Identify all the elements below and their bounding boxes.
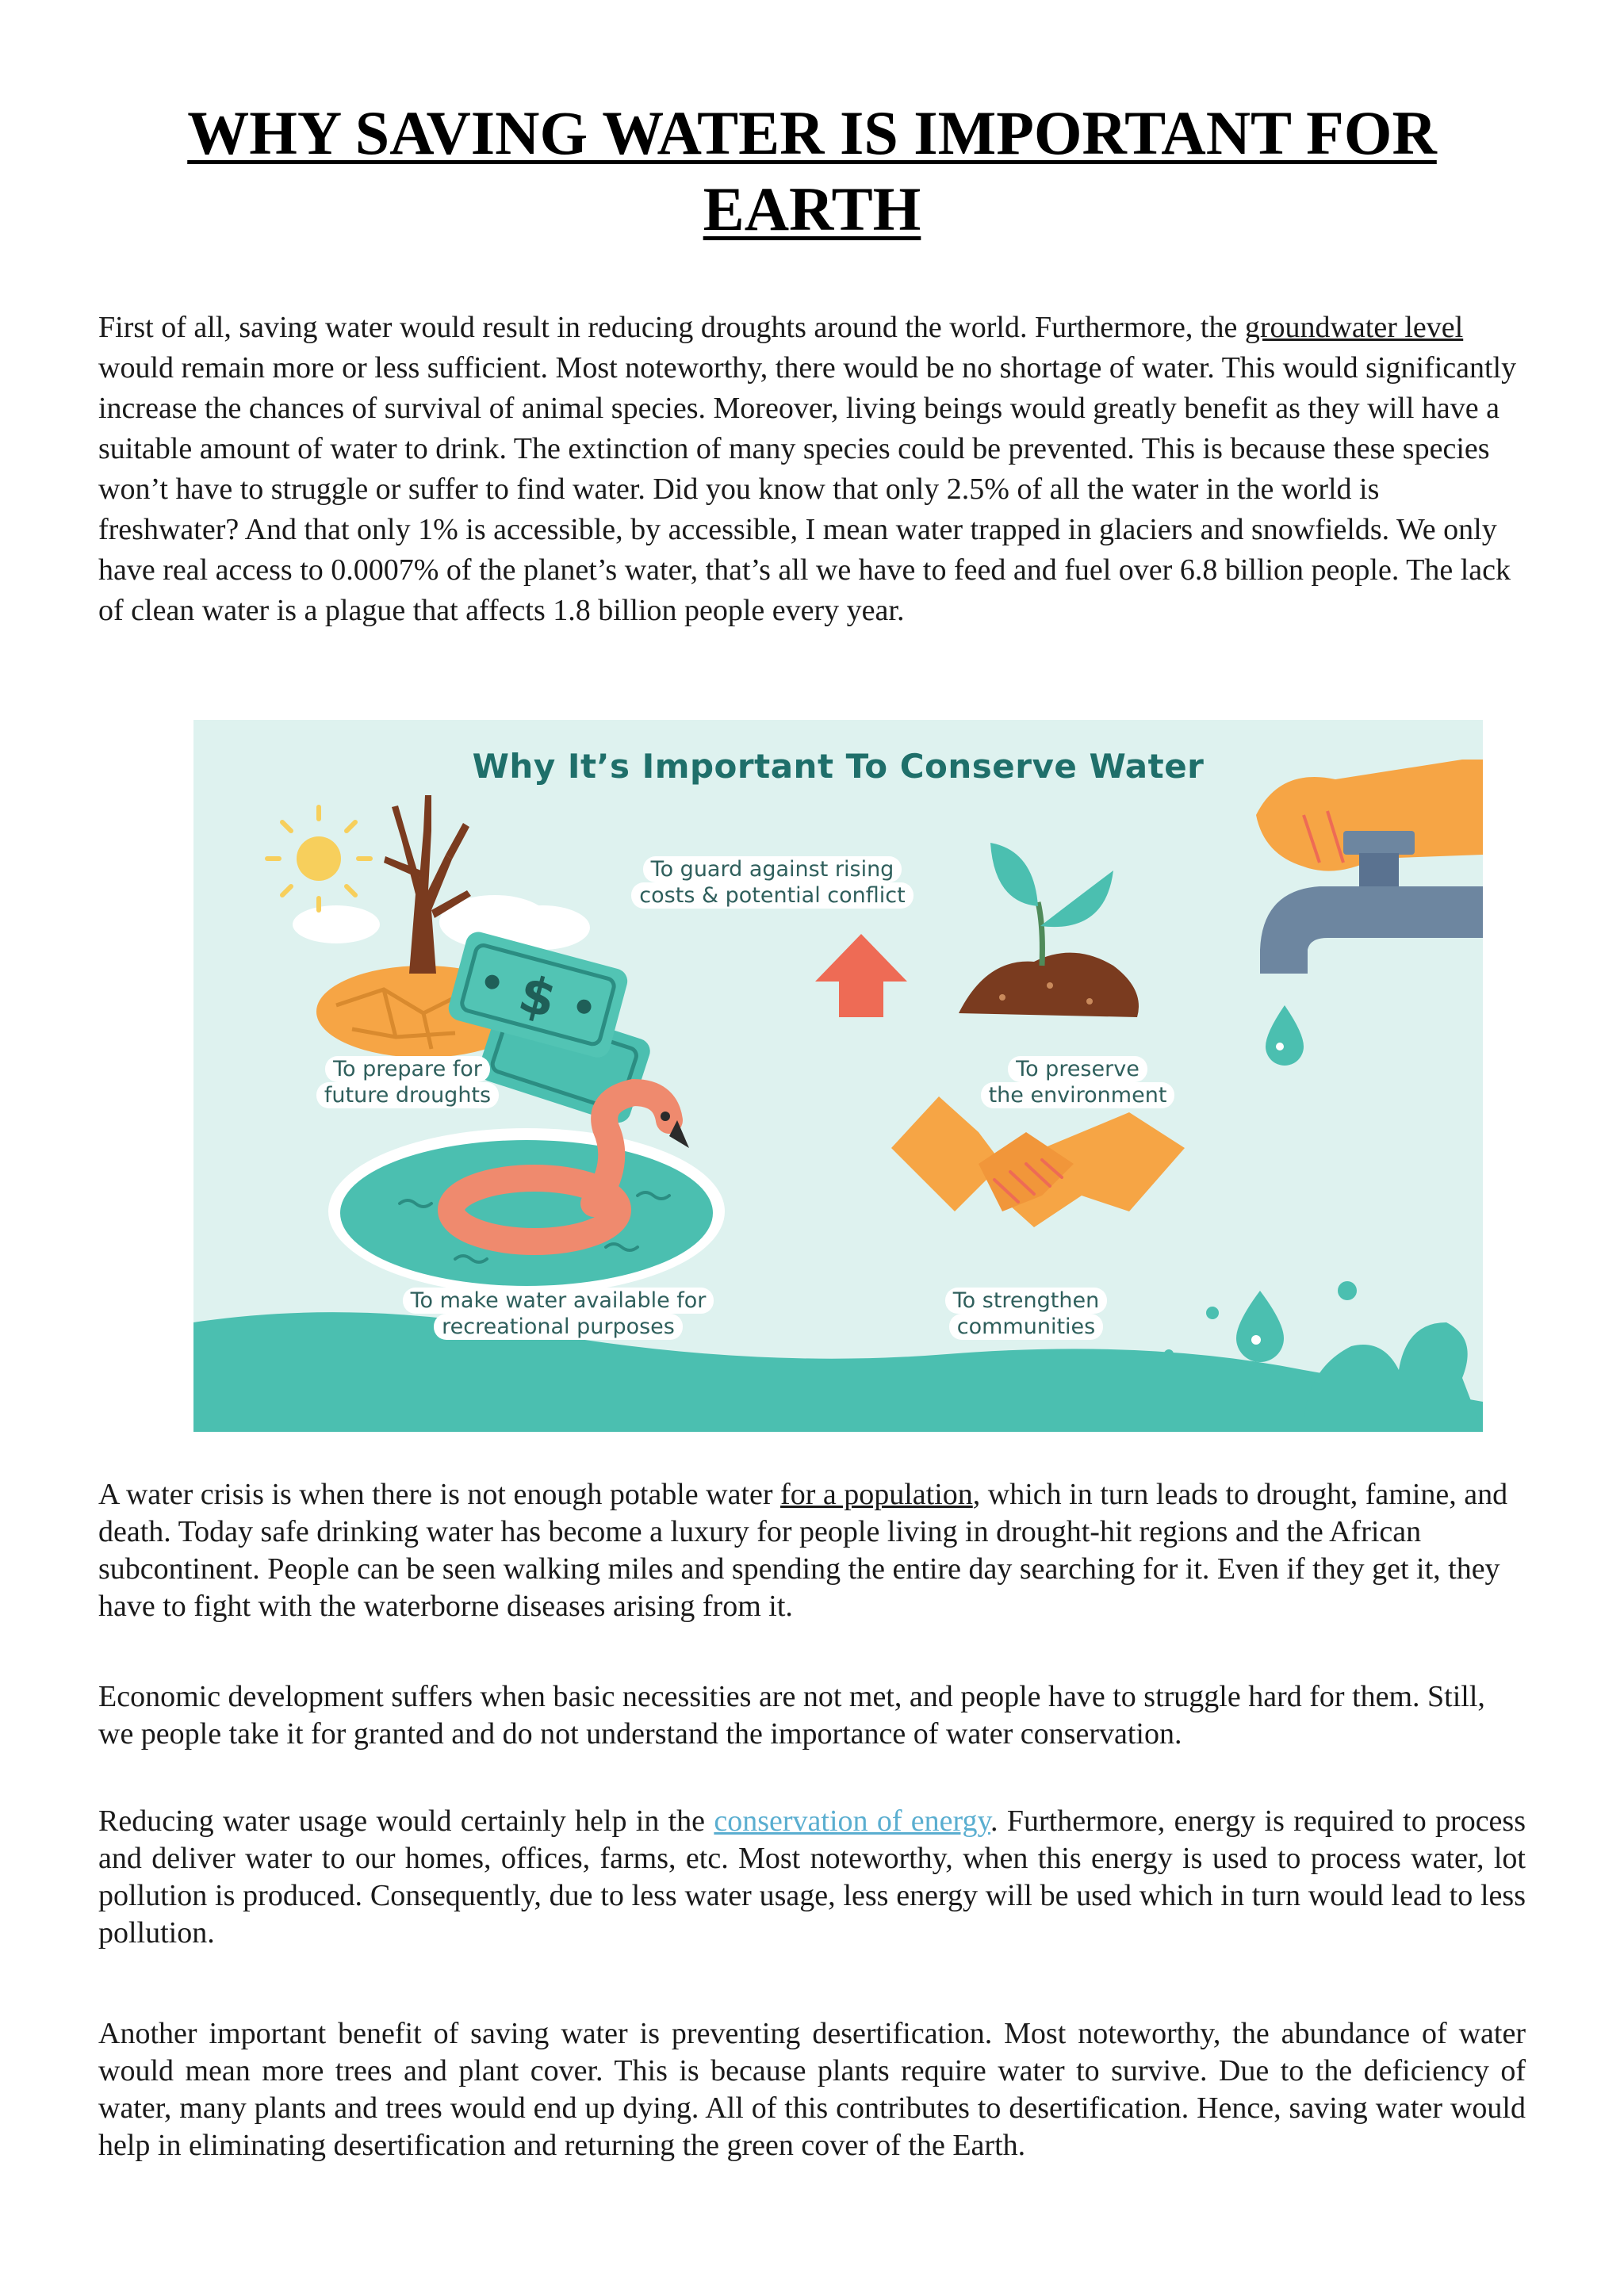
paragraph-water-crisis-text-a: A water crisis is when there is not enough potable water [98,1478,781,1511]
for-a-population-link[interactable]: for a population [780,1478,973,1511]
label-rising-costs-line-1: To guard against rising [643,856,902,882]
paragraph-energy-text-a: Reducing water usage would certainly help in the [98,1804,714,1838]
faucet-hand-icon [1256,760,1483,974]
paragraph-energy-text-b: . Furthermore, energy is required to process and deliver water to our homes, offices, farms, etc. Most noteworthy, when this energy is used to process water, lot pollution is produced. Consequently, due to less water usage, less energy will be used which in turn would lead to less pollution. [98,1804,1526,1950]
groundwater-level-link[interactable]: groundwater level [1244,311,1464,344]
title-line-1: WHY SAVING WATER IS IMPORTANT FOR [187,98,1437,167]
paragraph-economic-development: Economic development suffers when basic necessities are not met, and people have to struggle hard for them. Still, we people take it for granted and do not understand the importance of water conservation. [98,1680,1485,1751]
paragraph-intro-text-a: First of all, saving water would result in reducing droughts around the world. Furthermore, the [98,311,1245,344]
title-line-2: EARTH [703,174,921,243]
svg-text:$: $ [512,964,562,1031]
label-strengthen-communities [907,1288,1145,1340]
label-future-droughts [281,1056,534,1108]
conservation-of-energy-link[interactable]: conservation of energy [714,1804,991,1838]
label-recreational-purposes-line-1: To make water available for [403,1288,714,1314]
infographic-title: Why It’s Important To Conserve Water [472,747,1205,786]
conserve-water-infographic [193,720,1483,1432]
label-future-droughts-line-2: future droughts [316,1082,499,1108]
paragraph-water-crisis [98,1476,1526,1625]
label-recreational-purposes [392,1288,725,1340]
label-strengthen-communities-line-2: communities [949,1314,1103,1340]
sprout-soil-icon [959,843,1139,1017]
arrow-up-icon [815,934,907,1017]
label-rising-costs-line-2: costs & potential conflict [631,882,913,909]
paragraph-intro-text-b: would remain more or less sufficient. Most noteworthy, there would be no shortage of water. This would significantly increase the chances of survival of animal species. Moreover, living beings would greatly benefit as they will have a suitable amount of water to drink. The extinction of many species could be prevented. This is because these species won’t have to struggle or suffer to find water. Did you know that only 2.5% of all the water in the world is freshwater? And that only 1% is accessible, by accessible, I mean water trapped in glaciers and snowfields. We only have real access to 0.0007% of the planet’s water, that’s all we have to feed and fuel over 6.8 billion people. The lack of clean water is a plague that affects 1.8 billion people every year. [98,351,1517,627]
paragraph-energy [98,1803,1526,1952]
label-recreational-purposes-line-2: recreational purposes [434,1314,683,1340]
handshake-icon [891,1096,1185,1227]
label-preserve-environment-line-2: the environment [981,1082,1175,1108]
label-preserve-environment [947,1056,1208,1108]
paragraph-desertification: Another important benefit of saving water is preventing desertification. Most noteworthy, the abundance of water would mean more trees and plant cover. This is because plants require water to survive. Due to the deficiency of water, many plants and trees would end up dying. All of this contributes to desertification. Hence, saving water would help in eliminating desertification and returning the green cover of the Earth. [98,2017,1526,2162]
flamingo-float-pool-icon [328,1093,725,1295]
water-drop-icon [1266,1005,1304,1066]
label-preserve-environment-line-1: To preserve [1008,1056,1147,1082]
label-future-droughts-line-1: To prepare for [325,1056,490,1082]
label-strengthen-communities-line-1: To strengthen [945,1288,1107,1314]
page-title [98,95,1526,247]
sun-icon [267,807,370,910]
paragraph-intro [98,308,1526,631]
cloud-icon [293,895,590,950]
water-wave-ground [193,1312,1483,1432]
paragraph-water-crisis-text-b: , which in turn leads to drought, famine, and death. Today safe drinking water has become a luxury for people living in drought-hit regions and the African subcontinent. People can be seen walking miles and spending the entire day searching for it. Even if they get it, they have to fight with the waterborne diseases arising from it. [98,1478,1508,1623]
label-rising-costs [590,856,955,909]
